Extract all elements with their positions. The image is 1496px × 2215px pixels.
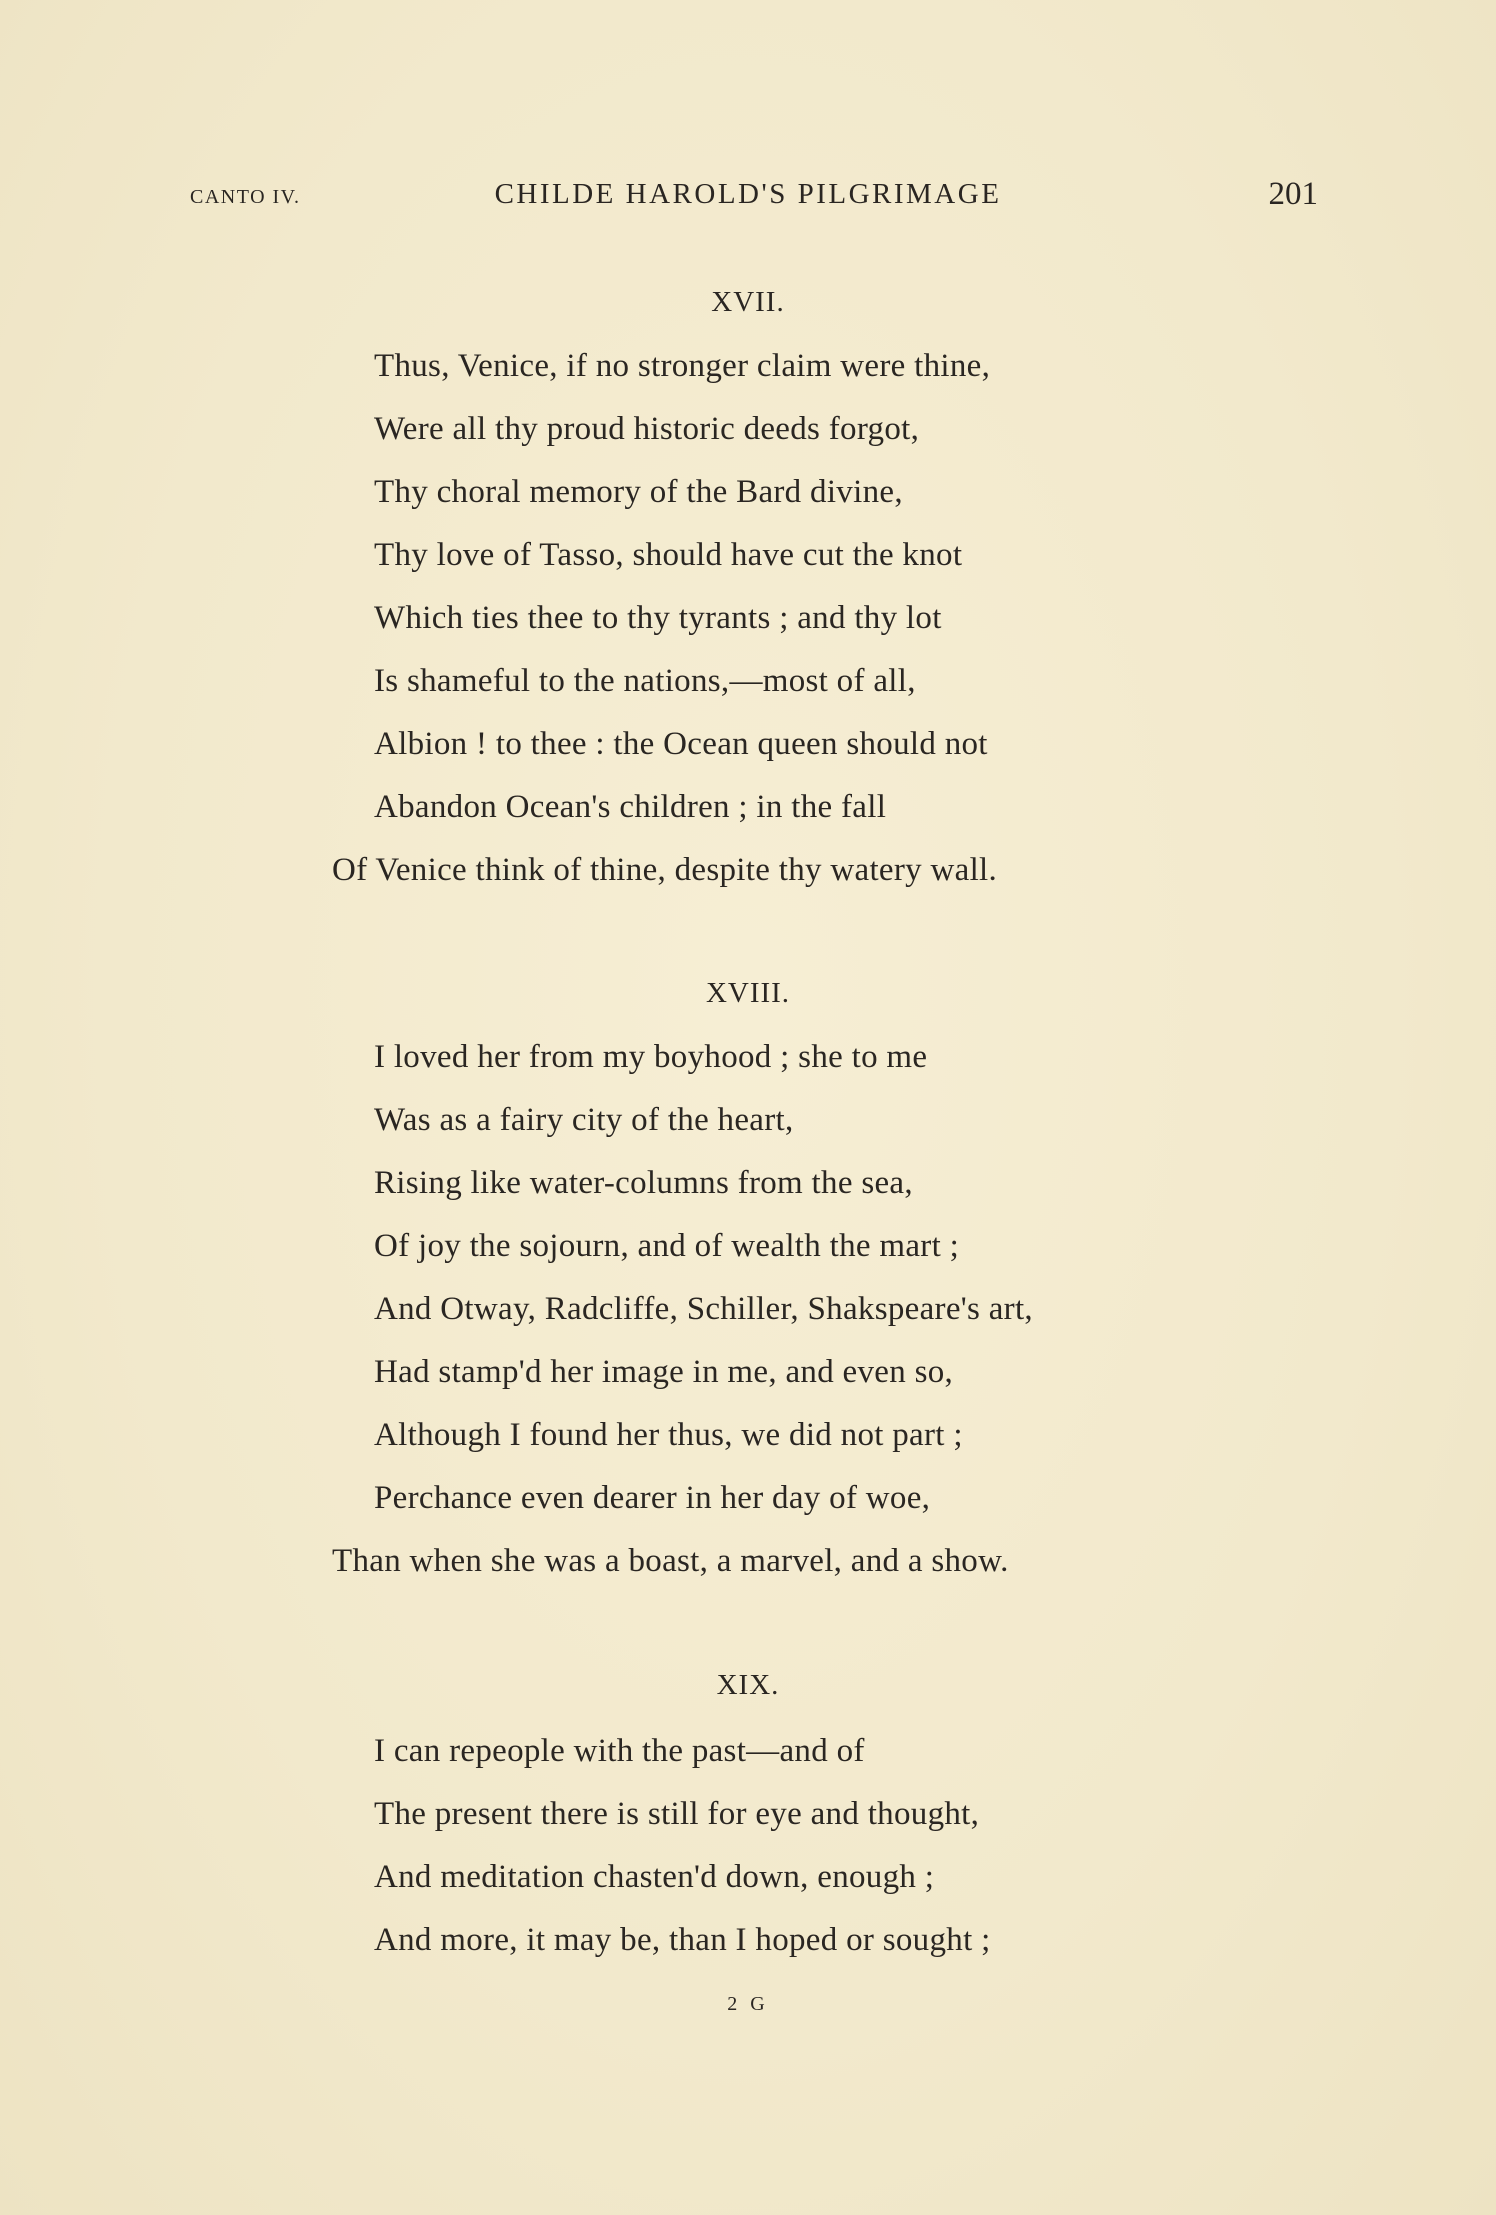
stanza-number: XVII.: [711, 286, 785, 318]
verse-line: And more, it may be, than I hoped or sought ;: [374, 1922, 991, 1958]
verse-line: Is shameful to the nations,—most of all,: [374, 663, 916, 699]
verse-line: Thus, Venice, if no stronger claim were thine,: [374, 348, 991, 384]
verse-line: Perchance even dearer in her day of woe,: [374, 1480, 931, 1516]
verse-line: Thy love of Tasso, should have cut the knot: [374, 537, 963, 573]
verse-line: I loved her from my boyhood ; she to me: [374, 1039, 928, 1075]
verse-line: And meditation chasten'd down, enough ;: [374, 1859, 935, 1895]
verse-line: Which ties thee to thy tyrants ; and thy lot: [374, 600, 942, 636]
verse-line: Were all thy proud historic deeds forgot,: [374, 411, 920, 447]
verse-line: Albion ! to thee : the Ocean queen should not: [374, 726, 988, 762]
verse-line: Than when she was a boast, a marvel, and a show.: [332, 1543, 1009, 1579]
verse-line: Of joy the sojourn, and of wealth the mart ;: [374, 1228, 960, 1264]
verse-line: Was as a fairy city of the heart,: [374, 1102, 794, 1138]
stanza-number: XIX.: [716, 1669, 780, 1701]
verse-line: Rising like water-columns from the sea,: [374, 1165, 913, 1201]
verse-line: Thy choral memory of the Bard divine,: [374, 474, 903, 510]
verse-line: Although I found her thus, we did not part ;: [374, 1417, 963, 1453]
signature-mark: 2 G: [727, 1993, 769, 2015]
book-title: CHILDE HAROLD'S PILGRIMAGE: [494, 178, 1002, 210]
canto-label: CANTO IV.: [190, 186, 301, 208]
verse-line: Had stamp'd her image in me, and even so,: [374, 1354, 954, 1390]
page-number: 201: [1268, 176, 1318, 212]
verse-line: And Otway, Radcliffe, Schiller, Shakspeare's art,: [374, 1291, 1033, 1327]
verse-line: I can repeople with the past—and of: [374, 1733, 865, 1769]
stanza-number: XVIII.: [705, 977, 791, 1009]
verse-line: The present there is still for eye and thought,: [374, 1796, 980, 1832]
running-head: [0, 178, 1496, 218]
verse-line: Abandon Ocean's children ; in the fall: [374, 789, 887, 825]
verse-line: Of Venice think of thine, despite thy watery wall.: [332, 852, 998, 888]
